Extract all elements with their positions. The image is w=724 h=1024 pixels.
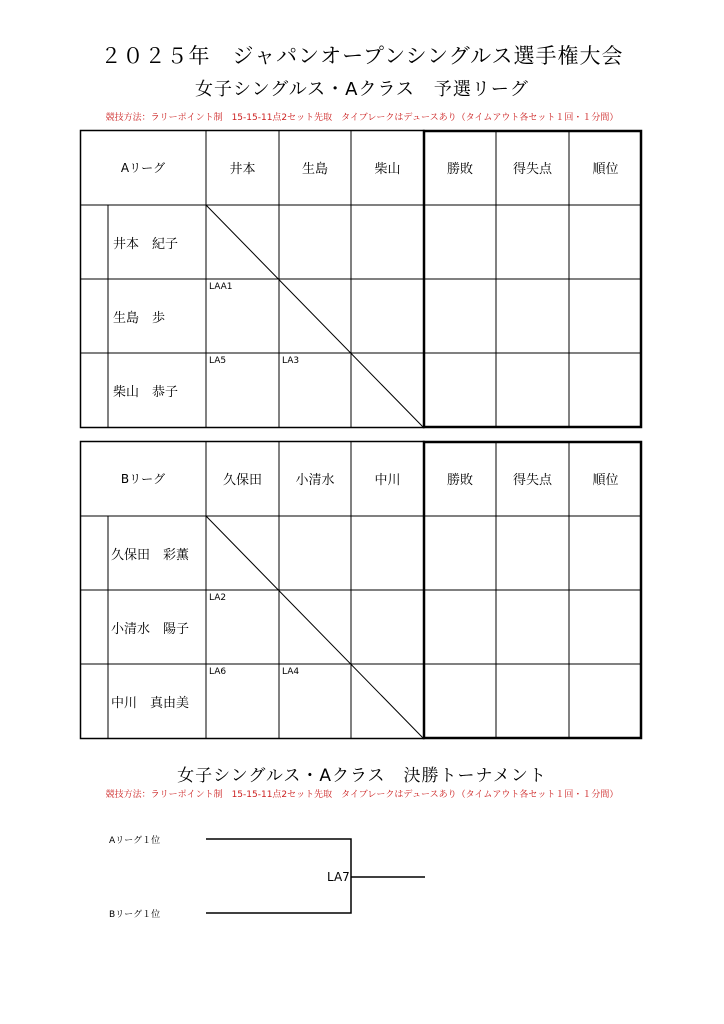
point-diff-header: 得失点 xyxy=(512,162,552,177)
player-name: 中川 真由美 xyxy=(111,696,190,711)
competition-rules: 競技方法：ラリーポイント制 15-15-11点2セット先取 タイブレークはデュースあり（タイムアウト各セット１回・１分間） xyxy=(105,113,619,123)
opponent-header: 井本 xyxy=(229,162,256,177)
tournament-rules: 競技方法：ラリーポイント制 15-15-11点2セット先取 タイブレークはデュースあり（タイムアウト各セット１回・１分間） xyxy=(105,790,619,800)
match-number: LA5 xyxy=(209,356,227,366)
bracket-slot-bottom: Bリーグ１位 xyxy=(109,910,161,920)
opponent-header: 柴山 xyxy=(374,162,401,177)
rank-header: 順位 xyxy=(592,473,619,488)
opponent-header: 生島 xyxy=(301,162,328,177)
page-subtitle: 女子シングルス・Aクラス 予選リーグ xyxy=(195,79,529,100)
wins-losses-header: 勝敗 xyxy=(446,473,473,488)
match-number: LA3 xyxy=(282,356,300,366)
opponent-header: 中川 xyxy=(374,473,401,488)
wins-losses-header: 勝敗 xyxy=(446,162,473,177)
bracket-slot-top: Aリーグ１位 xyxy=(109,836,161,846)
final-match-number: LA7 xyxy=(327,870,350,884)
player-name: 久保田 彩薫 xyxy=(111,547,190,563)
player-name: 生島 歩 xyxy=(113,310,166,326)
tournament-title: 女子シングルス・Aクラス 決勝トーナメント xyxy=(177,766,547,786)
point-diff-header: 得失点 xyxy=(512,473,552,488)
match-number: LAA1 xyxy=(209,282,233,292)
opponent-header: 小清水 xyxy=(295,473,335,488)
rank-header: 順位 xyxy=(592,162,619,177)
match-number: LA2 xyxy=(209,593,227,603)
league-a-name: Aリーグ xyxy=(120,161,166,175)
match-number: LA6 xyxy=(209,667,227,677)
match-number: LA4 xyxy=(282,667,300,677)
opponent-header: 久保田 xyxy=(222,473,262,488)
page-title: ２０２５年 ジャパンオープンシングルス選手権大会 xyxy=(100,44,624,68)
league-b-name: Bリーグ xyxy=(120,472,166,486)
player-name: 小清水 陽子 xyxy=(111,621,190,637)
player-name: 井本 紀子 xyxy=(113,236,179,252)
player-name: 柴山 恭子 xyxy=(113,385,179,400)
